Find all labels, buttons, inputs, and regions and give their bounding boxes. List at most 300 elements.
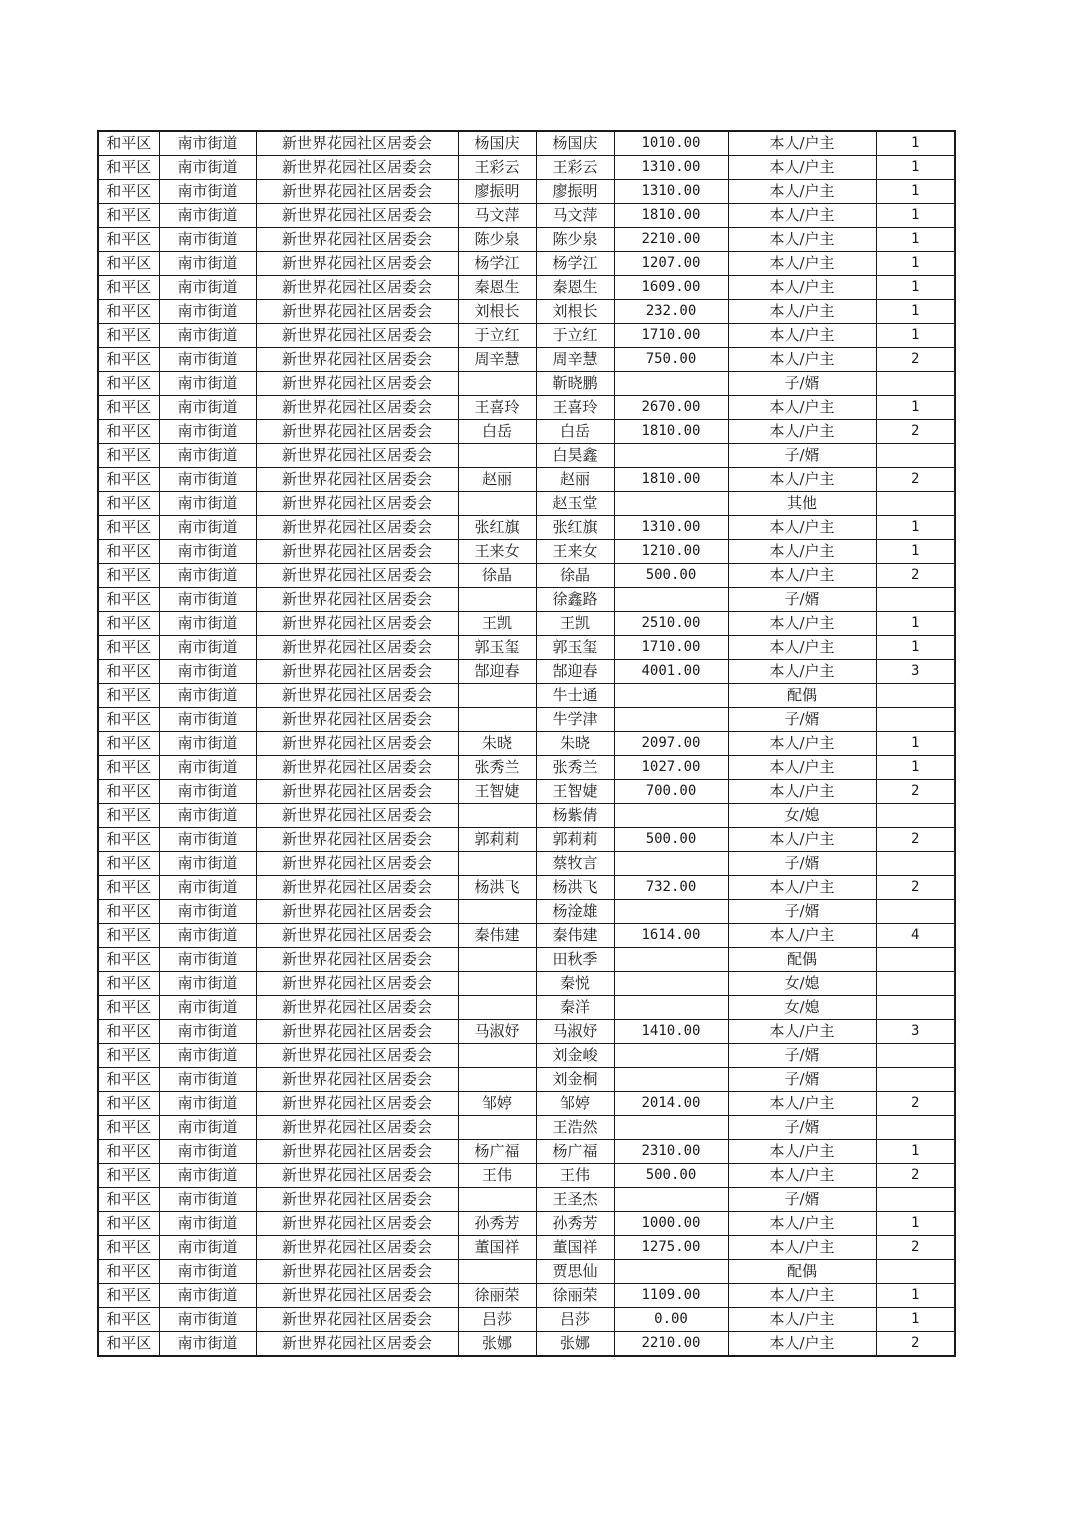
cell-household-size: 1 — [876, 1140, 955, 1164]
cell-member: 朱晓 — [536, 732, 614, 756]
cell-amount — [614, 900, 728, 924]
cell-household-size: 1 — [876, 156, 955, 180]
table-row — [98, 1284, 955, 1308]
cell-street: 南市街道 — [159, 324, 256, 348]
cell-applicant: 王凯 — [458, 612, 536, 636]
household-table — [97, 130, 956, 1357]
cell-member: 蔡牧言 — [536, 852, 614, 876]
cell-relation: 本人/户主 — [728, 540, 876, 564]
cell-district: 和平区 — [98, 804, 159, 828]
table-row — [98, 804, 955, 828]
table-row — [98, 492, 955, 516]
cell-member: 杨紫倩 — [536, 804, 614, 828]
cell-committee: 新世界花园社区居委会 — [256, 540, 458, 564]
cell-applicant: 郭莉莉 — [458, 828, 536, 852]
cell-member: 张秀兰 — [536, 756, 614, 780]
cell-amount: 1109.00 — [614, 1284, 728, 1308]
cell-household-size: 1 — [876, 540, 955, 564]
table-row — [98, 660, 955, 684]
cell-street: 南市街道 — [159, 252, 256, 276]
cell-district: 和平区 — [98, 540, 159, 564]
cell-district: 和平区 — [98, 1164, 159, 1188]
cell-applicant — [458, 1260, 536, 1284]
cell-committee: 新世界花园社区居委会 — [256, 396, 458, 420]
cell-street: 南市街道 — [159, 1212, 256, 1236]
table-row — [98, 204, 955, 228]
cell-committee: 新世界花园社区居委会 — [256, 996, 458, 1020]
cell-applicant: 于立红 — [458, 324, 536, 348]
cell-committee: 新世界花园社区居委会 — [256, 804, 458, 828]
cell-relation: 本人/户主 — [728, 252, 876, 276]
cell-district: 和平区 — [98, 348, 159, 372]
cell-committee: 新世界花园社区居委会 — [256, 564, 458, 588]
cell-relation: 本人/户主 — [728, 732, 876, 756]
cell-applicant: 张秀兰 — [458, 756, 536, 780]
cell-member: 王来女 — [536, 540, 614, 564]
cell-street: 南市街道 — [159, 996, 256, 1020]
cell-amount: 1710.00 — [614, 636, 728, 660]
cell-committee: 新世界花园社区居委会 — [256, 1188, 458, 1212]
cell-amount: 1310.00 — [614, 516, 728, 540]
table-row — [98, 1236, 955, 1260]
cell-relation: 子/婿 — [728, 1068, 876, 1092]
cell-household-size: 2 — [876, 1164, 955, 1188]
cell-district: 和平区 — [98, 1020, 159, 1044]
cell-district: 和平区 — [98, 636, 159, 660]
cell-street: 南市街道 — [159, 1188, 256, 1212]
cell-district: 和平区 — [98, 612, 159, 636]
cell-street: 南市街道 — [159, 924, 256, 948]
cell-member: 靳晓鹏 — [536, 372, 614, 396]
cell-applicant: 王智婕 — [458, 780, 536, 804]
cell-household-size: 1 — [876, 396, 955, 420]
cell-household-size — [876, 1260, 955, 1284]
cell-household-size: 1 — [876, 1212, 955, 1236]
table-row — [98, 1068, 955, 1092]
cell-committee: 新世界花园社区居委会 — [256, 420, 458, 444]
cell-applicant: 杨洪飞 — [458, 876, 536, 900]
cell-street: 南市街道 — [159, 180, 256, 204]
cell-committee: 新世界花园社区居委会 — [256, 468, 458, 492]
cell-member: 张红旗 — [536, 516, 614, 540]
cell-district: 和平区 — [98, 588, 159, 612]
cell-applicant — [458, 1116, 536, 1140]
cell-applicant: 徐丽荣 — [458, 1284, 536, 1308]
cell-district: 和平区 — [98, 1092, 159, 1116]
cell-household-size: 3 — [876, 660, 955, 684]
cell-relation: 子/婿 — [728, 900, 876, 924]
table-row — [98, 684, 955, 708]
cell-amount: 2510.00 — [614, 612, 728, 636]
cell-relation: 本人/户主 — [728, 1332, 876, 1357]
cell-household-size: 1 — [876, 732, 955, 756]
cell-amount — [614, 588, 728, 612]
cell-household-size — [876, 972, 955, 996]
cell-relation: 本人/户主 — [728, 612, 876, 636]
cell-amount: 2097.00 — [614, 732, 728, 756]
cell-relation: 子/婿 — [728, 372, 876, 396]
cell-household-size: 1 — [876, 131, 955, 156]
cell-household-size: 1 — [876, 1284, 955, 1308]
cell-amount — [614, 804, 728, 828]
cell-committee: 新世界花园社区居委会 — [256, 1116, 458, 1140]
cell-relation: 子/婿 — [728, 1188, 876, 1212]
cell-household-size — [876, 1044, 955, 1068]
cell-district: 和平区 — [98, 1284, 159, 1308]
table-row — [98, 732, 955, 756]
cell-district: 和平区 — [98, 876, 159, 900]
cell-member: 刘根长 — [536, 300, 614, 324]
cell-relation: 本人/户主 — [728, 1020, 876, 1044]
cell-household-size — [876, 804, 955, 828]
cell-household-size — [876, 492, 955, 516]
cell-household-size — [876, 372, 955, 396]
cell-household-size: 2 — [876, 348, 955, 372]
cell-district: 和平区 — [98, 780, 159, 804]
cell-member: 张娜 — [536, 1332, 614, 1357]
cell-street: 南市街道 — [159, 876, 256, 900]
cell-member: 徐丽荣 — [536, 1284, 614, 1308]
cell-applicant: 董国祥 — [458, 1236, 536, 1260]
cell-district: 和平区 — [98, 924, 159, 948]
cell-relation: 子/婿 — [728, 708, 876, 732]
cell-amount — [614, 996, 728, 1020]
cell-relation: 本人/户主 — [728, 1140, 876, 1164]
cell-relation: 本人/户主 — [728, 1212, 876, 1236]
cell-amount: 500.00 — [614, 1164, 728, 1188]
cell-household-size: 1 — [876, 1308, 955, 1332]
cell-member: 王伟 — [536, 1164, 614, 1188]
cell-household-size — [876, 948, 955, 972]
cell-member: 王智婕 — [536, 780, 614, 804]
cell-household-size: 1 — [876, 324, 955, 348]
cell-committee: 新世界花园社区居委会 — [256, 1140, 458, 1164]
cell-member: 马淑妤 — [536, 1020, 614, 1044]
cell-committee: 新世界花园社区居委会 — [256, 492, 458, 516]
cell-member: 贾思仙 — [536, 1260, 614, 1284]
cell-amount: 1810.00 — [614, 468, 728, 492]
cell-relation: 本人/户主 — [728, 1164, 876, 1188]
cell-amount — [614, 1044, 728, 1068]
cell-applicant — [458, 1044, 536, 1068]
cell-relation: 子/婿 — [728, 1044, 876, 1068]
cell-member: 吕莎 — [536, 1308, 614, 1332]
cell-applicant — [458, 996, 536, 1020]
cell-applicant: 郜迎春 — [458, 660, 536, 684]
cell-applicant — [458, 444, 536, 468]
cell-household-size — [876, 684, 955, 708]
cell-street: 南市街道 — [159, 540, 256, 564]
cell-amount: 1310.00 — [614, 156, 728, 180]
cell-applicant — [458, 684, 536, 708]
cell-amount: 1609.00 — [614, 276, 728, 300]
cell-member: 秦洋 — [536, 996, 614, 1020]
cell-relation: 女/媳 — [728, 804, 876, 828]
cell-applicant: 邹婷 — [458, 1092, 536, 1116]
cell-district: 和平区 — [98, 1188, 159, 1212]
cell-household-size: 1 — [876, 228, 955, 252]
cell-relation: 女/媳 — [728, 996, 876, 1020]
cell-street: 南市街道 — [159, 228, 256, 252]
cell-amount: 1207.00 — [614, 252, 728, 276]
cell-household-size — [876, 1068, 955, 1092]
cell-household-size — [876, 900, 955, 924]
cell-applicant — [458, 948, 536, 972]
cell-committee: 新世界花园社区居委会 — [256, 756, 458, 780]
cell-applicant — [458, 852, 536, 876]
cell-committee: 新世界花园社区居委会 — [256, 852, 458, 876]
cell-member: 杨广福 — [536, 1140, 614, 1164]
cell-applicant: 郭玉玺 — [458, 636, 536, 660]
cell-household-size: 2 — [876, 1092, 955, 1116]
cell-relation: 本人/户主 — [728, 780, 876, 804]
cell-amount — [614, 444, 728, 468]
cell-amount: 1310.00 — [614, 180, 728, 204]
cell-applicant: 杨广福 — [458, 1140, 536, 1164]
table-row — [98, 708, 955, 732]
cell-applicant: 徐晶 — [458, 564, 536, 588]
cell-household-size: 1 — [876, 252, 955, 276]
table-row — [98, 516, 955, 540]
cell-street: 南市街道 — [159, 900, 256, 924]
cell-committee: 新世界花园社区居委会 — [256, 516, 458, 540]
cell-amount — [614, 492, 728, 516]
table-row — [98, 468, 955, 492]
cell-amount: 732.00 — [614, 876, 728, 900]
cell-district: 和平区 — [98, 1260, 159, 1284]
cell-committee: 新世界花园社区居委会 — [256, 300, 458, 324]
cell-committee: 新世界花园社区居委会 — [256, 131, 458, 156]
cell-household-size: 3 — [876, 1020, 955, 1044]
cell-district: 和平区 — [98, 828, 159, 852]
cell-household-size: 2 — [876, 780, 955, 804]
cell-applicant: 吕莎 — [458, 1308, 536, 1332]
cell-district: 和平区 — [98, 516, 159, 540]
cell-relation: 配偶 — [728, 948, 876, 972]
cell-household-size — [876, 444, 955, 468]
cell-member: 董国祥 — [536, 1236, 614, 1260]
cell-applicant — [458, 1188, 536, 1212]
cell-member: 刘金桐 — [536, 1068, 614, 1092]
table-row — [98, 900, 955, 924]
cell-applicant: 廖振明 — [458, 180, 536, 204]
cell-relation: 本人/户主 — [728, 228, 876, 252]
cell-applicant: 秦伟建 — [458, 924, 536, 948]
cell-street: 南市街道 — [159, 468, 256, 492]
cell-amount: 2310.00 — [614, 1140, 728, 1164]
cell-committee: 新世界花园社区居委会 — [256, 204, 458, 228]
cell-amount: 232.00 — [614, 300, 728, 324]
cell-district: 和平区 — [98, 660, 159, 684]
cell-household-size: 2 — [876, 468, 955, 492]
table-row — [98, 996, 955, 1020]
cell-district: 和平区 — [98, 396, 159, 420]
cell-committee: 新世界花园社区居委会 — [256, 348, 458, 372]
cell-street: 南市街道 — [159, 804, 256, 828]
cell-member: 白岳 — [536, 420, 614, 444]
cell-amount: 750.00 — [614, 348, 728, 372]
cell-committee: 新世界花园社区居委会 — [256, 1332, 458, 1357]
cell-member: 郭玉玺 — [536, 636, 614, 660]
cell-member: 田秋季 — [536, 948, 614, 972]
cell-relation: 本人/户主 — [728, 468, 876, 492]
table-row — [98, 540, 955, 564]
cell-committee: 新世界花园社区居委会 — [256, 324, 458, 348]
cell-street: 南市街道 — [159, 1308, 256, 1332]
cell-amount: 1410.00 — [614, 1020, 728, 1044]
cell-committee: 新世界花园社区居委会 — [256, 1020, 458, 1044]
cell-member: 周辛慧 — [536, 348, 614, 372]
cell-member: 王浩然 — [536, 1116, 614, 1140]
cell-committee: 新世界花园社区居委会 — [256, 1236, 458, 1260]
cell-household-size: 1 — [876, 636, 955, 660]
cell-relation: 子/婿 — [728, 444, 876, 468]
cell-household-size: 2 — [876, 564, 955, 588]
cell-relation: 本人/户主 — [728, 131, 876, 156]
table-row — [98, 924, 955, 948]
cell-committee: 新世界花园社区居委会 — [256, 1260, 458, 1284]
table-row — [98, 396, 955, 420]
cell-street: 南市街道 — [159, 156, 256, 180]
cell-amount: 1210.00 — [614, 540, 728, 564]
cell-committee: 新世界花园社区居委会 — [256, 276, 458, 300]
cell-member: 邹婷 — [536, 1092, 614, 1116]
table-row — [98, 1044, 955, 1068]
cell-street: 南市街道 — [159, 732, 256, 756]
cell-amount — [614, 972, 728, 996]
table-row — [98, 636, 955, 660]
table-row — [98, 972, 955, 996]
cell-street: 南市街道 — [159, 276, 256, 300]
cell-street: 南市街道 — [159, 756, 256, 780]
cell-district: 和平区 — [98, 900, 159, 924]
cell-applicant: 王喜玲 — [458, 396, 536, 420]
cell-district: 和平区 — [98, 420, 159, 444]
cell-committee: 新世界花园社区居委会 — [256, 1212, 458, 1236]
cell-household-size — [876, 708, 955, 732]
cell-applicant: 赵丽 — [458, 468, 536, 492]
cell-street: 南市街道 — [159, 204, 256, 228]
cell-amount: 1810.00 — [614, 204, 728, 228]
cell-applicant: 杨学江 — [458, 252, 536, 276]
cell-district: 和平区 — [98, 732, 159, 756]
cell-committee: 新世界花园社区居委会 — [256, 1308, 458, 1332]
cell-committee: 新世界花园社区居委会 — [256, 444, 458, 468]
cell-amount — [614, 1116, 728, 1140]
cell-committee: 新世界花园社区居委会 — [256, 732, 458, 756]
cell-member: 马文萍 — [536, 204, 614, 228]
table-row — [98, 852, 955, 876]
table-row — [98, 324, 955, 348]
cell-street: 南市街道 — [159, 1260, 256, 1284]
cell-amount: 0.00 — [614, 1308, 728, 1332]
cell-household-size: 1 — [876, 276, 955, 300]
cell-street: 南市街道 — [159, 300, 256, 324]
cell-district: 和平区 — [98, 300, 159, 324]
cell-amount — [614, 852, 728, 876]
cell-district: 和平区 — [98, 1212, 159, 1236]
cell-committee: 新世界花园社区居委会 — [256, 156, 458, 180]
cell-relation: 本人/户主 — [728, 1236, 876, 1260]
cell-member: 王喜玲 — [536, 396, 614, 420]
cell-amount: 2014.00 — [614, 1092, 728, 1116]
cell-district: 和平区 — [98, 708, 159, 732]
cell-street: 南市街道 — [159, 708, 256, 732]
table-row — [98, 131, 955, 156]
cell-amount: 1010.00 — [614, 131, 728, 156]
cell-street: 南市街道 — [159, 131, 256, 156]
cell-member: 牛士通 — [536, 684, 614, 708]
cell-amount: 2210.00 — [614, 1332, 728, 1357]
cell-relation: 本人/户主 — [728, 828, 876, 852]
table-row — [98, 612, 955, 636]
cell-street: 南市街道 — [159, 1164, 256, 1188]
cell-street: 南市街道 — [159, 780, 256, 804]
cell-household-size — [876, 996, 955, 1020]
cell-street: 南市街道 — [159, 1044, 256, 1068]
cell-relation: 本人/户主 — [728, 1284, 876, 1308]
cell-street: 南市街道 — [159, 948, 256, 972]
cell-applicant — [458, 492, 536, 516]
cell-street: 南市街道 — [159, 516, 256, 540]
cell-applicant — [458, 804, 536, 828]
cell-district: 和平区 — [98, 228, 159, 252]
cell-street: 南市街道 — [159, 396, 256, 420]
cell-relation: 本人/户主 — [728, 660, 876, 684]
table-row — [98, 948, 955, 972]
cell-committee: 新世界花园社区居委会 — [256, 1092, 458, 1116]
cell-district: 和平区 — [98, 156, 159, 180]
cell-committee: 新世界花园社区居委会 — [256, 1164, 458, 1188]
table-row — [98, 180, 955, 204]
cell-relation: 本人/户主 — [728, 420, 876, 444]
cell-member: 徐鑫路 — [536, 588, 614, 612]
cell-applicant: 杨国庆 — [458, 131, 536, 156]
cell-relation: 子/婿 — [728, 852, 876, 876]
cell-applicant — [458, 372, 536, 396]
cell-household-size: 2 — [876, 1332, 955, 1357]
cell-applicant: 王来女 — [458, 540, 536, 564]
cell-member: 杨洪飞 — [536, 876, 614, 900]
cell-district: 和平区 — [98, 948, 159, 972]
cell-relation: 本人/户主 — [728, 924, 876, 948]
cell-applicant: 马淑妤 — [458, 1020, 536, 1044]
cell-member: 赵丽 — [536, 468, 614, 492]
cell-relation: 本人/户主 — [728, 300, 876, 324]
cell-street: 南市街道 — [159, 852, 256, 876]
cell-relation: 配偶 — [728, 684, 876, 708]
table-row — [98, 1164, 955, 1188]
cell-committee: 新世界花园社区居委会 — [256, 924, 458, 948]
cell-district: 和平区 — [98, 996, 159, 1020]
cell-district: 和平区 — [98, 1068, 159, 1092]
cell-household-size: 1 — [876, 756, 955, 780]
cell-applicant: 刘根长 — [458, 300, 536, 324]
cell-district: 和平区 — [98, 1236, 159, 1260]
table-row — [98, 228, 955, 252]
cell-committee: 新世界花园社区居委会 — [256, 900, 458, 924]
cell-street: 南市街道 — [159, 420, 256, 444]
cell-relation: 本人/户主 — [728, 564, 876, 588]
table-row — [98, 276, 955, 300]
table-row — [98, 1260, 955, 1284]
cell-street: 南市街道 — [159, 1116, 256, 1140]
cell-relation: 子/婿 — [728, 588, 876, 612]
cell-applicant: 孙秀芳 — [458, 1212, 536, 1236]
cell-amount: 700.00 — [614, 780, 728, 804]
table-row — [98, 300, 955, 324]
cell-street: 南市街道 — [159, 828, 256, 852]
